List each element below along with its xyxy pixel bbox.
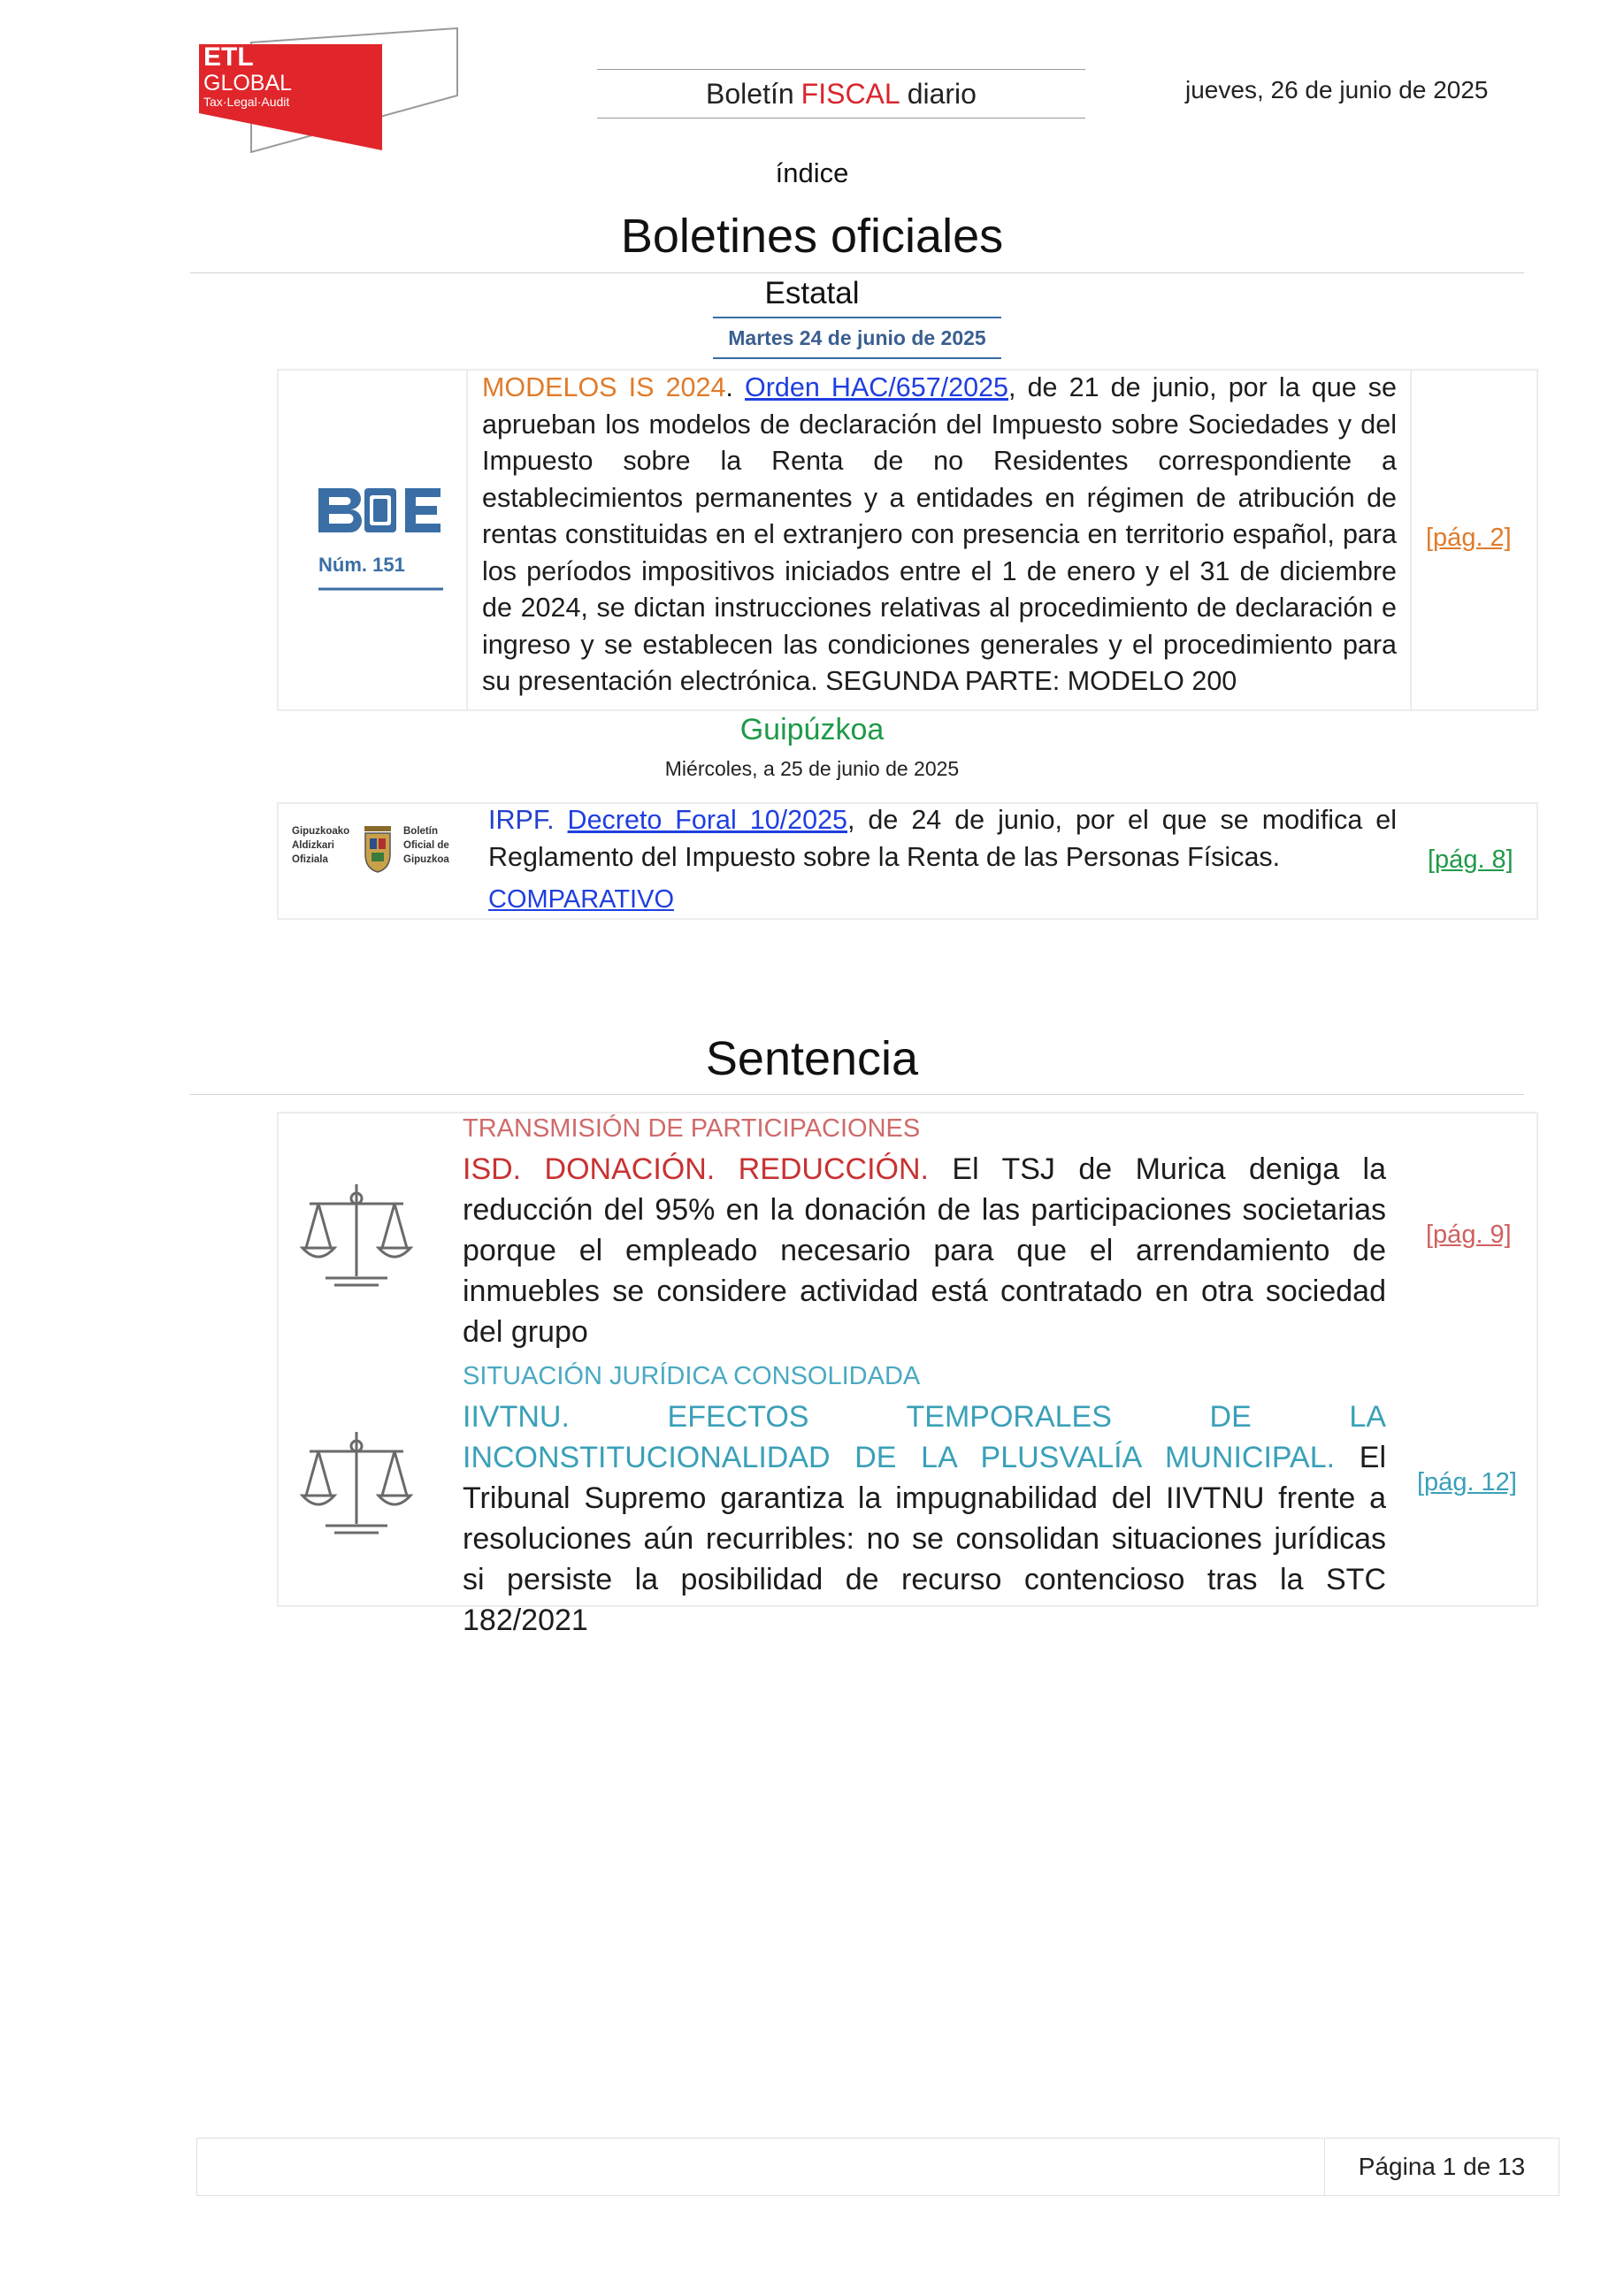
entry-headline: IIVTNU. EFECTOS TEMPORALES DE LA INCONSTITUCIONALIDAD DE LA PLUSVALÍA MUNICIPAL. xyxy=(463,1400,1386,1474)
entry-category: MODELOS IS 2024 xyxy=(482,372,726,402)
page-ref-link[interactable]: [pág. 12] xyxy=(1417,1468,1517,1496)
table-divider xyxy=(1410,369,1412,711)
subtitle-estatal: Estatal xyxy=(764,276,860,310)
guipuzkoa-date: Miércoles, a 25 de junio de 2025 xyxy=(664,757,960,780)
page-ref-link[interactable]: [pág. 2] xyxy=(1426,524,1512,552)
entry-body: El TSJ de Murica deniga la reducción del 95% en la donación de las participaciones societarias porque el empleado necesario para que el arrendamiento de inmuebles se considere actividad está contratado en otra sociedad del grupo xyxy=(463,1152,1386,1349)
page-number: Página 1 de 13 xyxy=(1358,2153,1526,2180)
title-suffix: diario xyxy=(907,77,977,110)
gipuzkoa-gazette-logo: Gipuzkoako Aldizkari Ofiziala Boletín Oficial de Gipuzkoa xyxy=(292,823,460,881)
entry-category: TRANSMISIÓN DE PARTICIPACIONES xyxy=(463,1114,921,1143)
entry-category: SITUACIÓN JURÍDICA CONSOLIDADA xyxy=(463,1362,921,1390)
section-divider xyxy=(190,272,1524,273)
header-date: jueves, 26 de junio de 2025 xyxy=(1185,76,1489,103)
section-divider xyxy=(190,1094,1524,1095)
scales-icon xyxy=(299,1427,414,1540)
coat-of-arms-icon xyxy=(361,824,395,874)
entry-headline: ISD. DONACIÓN. REDUCCIÓN. xyxy=(463,1152,929,1186)
page-ref-link[interactable]: [pág. 9] xyxy=(1426,1221,1512,1249)
decreto-foral-link[interactable]: Decreto Foral 10/2025 xyxy=(567,805,847,835)
scales-icon xyxy=(299,1179,414,1292)
page-ref-link[interactable]: [pág. 8] xyxy=(1428,846,1513,874)
section-title-sentencia: Sentencia xyxy=(705,1032,919,1085)
orden-hac-link[interactable]: Orden HAC/657/2025 xyxy=(745,372,1008,402)
table-divider xyxy=(466,369,468,711)
comparativo-link[interactable]: COMPARATIVO xyxy=(488,885,674,914)
sentencia-entry-text xyxy=(463,1149,1386,1352)
title-prefix: Boletín xyxy=(706,77,794,110)
bulletin-title xyxy=(597,69,1085,119)
svg-text:Núm. 151: Núm. 151 xyxy=(318,554,405,576)
svg-text:ETL: ETL xyxy=(203,42,254,72)
estatal-date: Martes 24 de junio de 2025 xyxy=(713,317,1001,359)
title-highlight: FISCAL xyxy=(801,77,900,110)
sentencia-entry-text xyxy=(463,1397,1386,1641)
index-label: índice xyxy=(775,157,849,188)
svg-text:GLOBAL: GLOBAL xyxy=(203,71,293,96)
subtitle-guipuzkoa: Guipúzkoa xyxy=(739,713,885,746)
entry-body: , de 21 de junio, por la que se aprueban los modelos de declaración del Impuesto sobre Sociedades y del Impuesto sobre la Renta de no Residentes correspondiente a establecimientos permanentes y a entidades en régimen de atribución de rentas constituidas en el extranjero con presencia en territorio español, para los períodos impositivos iniciados entre el 1 de enero y el 31 de diciembre de 2024, se dictan instrucciones relativas al procedimiento de declaración e ingreso y se establecen las condiciones generales y el procedimiento para su presentación electrónica. SEGUNDA PARTE: MODELO 200 xyxy=(482,372,1397,696)
section-title-boletines: Boletines oficiales xyxy=(620,210,1004,263)
svg-text:Tax·Legal·Audit: Tax·Legal·Audit xyxy=(203,95,290,109)
entry-category: IRPF. xyxy=(488,805,555,835)
entry-body: El Tribunal Supremo garantiza la impugnabilidad del IIVTNU frente a resoluciones aún recurribles: no se consolidan situaciones jurídicas si persiste la posibilidad de recurso contencioso tras la STC 182/2021 xyxy=(463,1441,1386,1637)
estatal-entry-text: MODELOS IS 2024. Orden HAC/657/2025, de 21 de junio, por la que se aprueban los modelos de declaración del Impuesto sobre Sociedades y del Impuesto sobre la Renta de no Residentes correspondiente a establecimientos permanentes y a entidades en régimen de atribución de rentas constituidas en el extranjero con presencia en territorio español, para los períodos impositivos iniciados entre el 1 de enero y el 31 de diciembre de 2024, se dictan instrucciones relativas al procedimiento de declaración e ingreso y se establecen las condiciones generales y el procedimiento para su presentación electrónica. SEGUNDA PARTE: MODELO 200 xyxy=(482,372,1397,696)
entry-body: , de 24 de junio, por el que se modifica el Reglamento del Impuesto sobre la Renta de las Personas Físicas. xyxy=(488,805,1397,872)
boe-logo xyxy=(317,486,445,597)
etl-global-logo xyxy=(196,27,462,155)
guipuzkoa-entry-text xyxy=(488,802,1397,876)
